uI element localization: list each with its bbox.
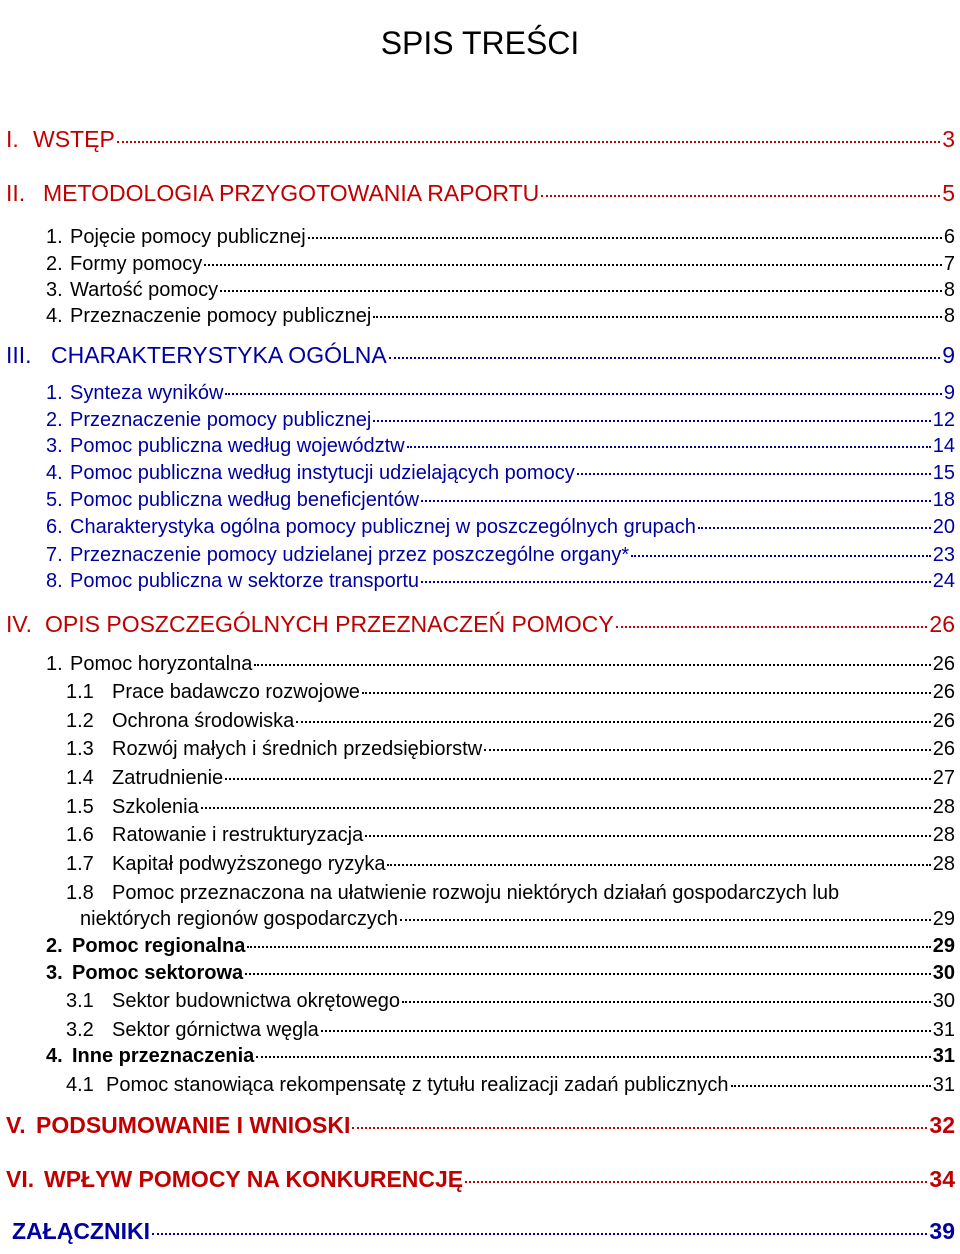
toc-entry-title: METODOLOGIA PRZYGOTOWANIA RAPORTU: [43, 180, 540, 206]
toc-entry-number: 4.1: [66, 1074, 94, 1096]
toc-entry[interactable]: [66, 1073, 955, 1097]
toc-entry-title: Sektor budownictwa okrętowego: [112, 990, 400, 1012]
toc-entry-number: 3.: [46, 279, 63, 301]
toc-entry-number: II.: [6, 180, 26, 206]
toc-entry-page: 26: [932, 653, 955, 675]
dot-leader: [421, 500, 931, 502]
dot-leader: [201, 807, 931, 809]
toc-entry-page: 39: [929, 1218, 955, 1244]
toc-entry-number: 1.5: [66, 796, 94, 818]
toc-entry[interactable]: [6, 1112, 955, 1140]
dot-leader: [631, 555, 931, 557]
dot-leader: [387, 864, 930, 866]
toc-entry-title: Inne przeznaczenia: [72, 1045, 255, 1067]
dot-leader: [389, 357, 940, 359]
toc-entry-number: 1.3: [66, 738, 94, 760]
toc-entry-title: Przeznaczenie pomocy udzielanej przez poszczególne organy*: [70, 544, 630, 566]
toc-entry-page: 27: [932, 767, 955, 789]
toc-entry-number: 3.1: [66, 990, 94, 1012]
toc-entry-number: I.: [6, 126, 19, 152]
dot-leader: [321, 1030, 931, 1032]
dot-leader: [400, 919, 931, 921]
document-title: SPIS TREŚCI: [380, 25, 580, 62]
toc-entry-number: 3.: [46, 435, 63, 457]
toc-entry-title: Pomoc regionalna: [72, 935, 246, 957]
toc-entry-page: 30: [932, 990, 955, 1012]
toc-entry-title: CHARAKTERYSTYKA OGÓLNA: [51, 342, 387, 368]
dot-leader: [402, 1001, 931, 1003]
toc-entry-title: Ochrona środowiska: [112, 710, 295, 732]
toc-entry-number: 6.: [46, 516, 63, 538]
dot-leader: [247, 946, 930, 948]
toc-entry-title: Pojęcie pomocy publicznej: [70, 226, 306, 248]
toc-entry[interactable]: [46, 252, 955, 276]
toc-entry-number: 1.: [46, 382, 63, 404]
toc-entry-title: Kapitał podwyższonego ryzyka: [112, 853, 386, 875]
toc-entry-number: 1.: [46, 653, 63, 675]
toc-entry-page: 31: [932, 1019, 955, 1041]
dot-leader: [296, 721, 930, 723]
toc-entry-page: 26: [929, 611, 955, 637]
toc-entry[interactable]: [66, 823, 955, 847]
dot-leader: [421, 581, 931, 583]
toc-entry[interactable]: [6, 342, 955, 370]
toc-entry-number: 1.8: [66, 882, 94, 904]
toc-entry-title: Synteza wyników: [70, 382, 224, 404]
toc-entry-number: 1.4: [66, 767, 94, 789]
toc-entry-title: Pomoc przeznaczona na ułatwienie rozwoju niektórych działań gospodarczych lub: [112, 882, 840, 904]
toc-entry[interactable]: [46, 543, 955, 567]
toc-entry-title: Prace badawczo rozwojowe: [112, 681, 360, 703]
toc-entry-page: 20: [932, 516, 955, 538]
toc-entry-number: 1.1: [66, 681, 94, 703]
toc-entry[interactable]: [46, 652, 955, 676]
dot-leader: [731, 1085, 931, 1087]
toc-entry-title: Sektor górnictwa węgla: [112, 1019, 319, 1041]
toc-entry-page: 28: [932, 796, 955, 818]
toc-entry-number: 2.: [46, 935, 63, 957]
toc-entry-number: 3.2: [66, 1019, 94, 1041]
toc-entry-title: Przeznaczenie pomocy publicznej: [70, 409, 372, 431]
toc-entry[interactable]: [46, 434, 955, 458]
toc-entry[interactable]: [66, 737, 955, 761]
toc-entry[interactable]: [12, 1218, 955, 1246]
toc-entry-page: 30: [932, 962, 955, 984]
toc-entry-title: Pomoc sektorowa: [72, 962, 244, 984]
dot-leader: [117, 141, 940, 143]
toc-entry[interactable]: [46, 569, 955, 593]
dot-leader: [225, 778, 931, 780]
toc-entry[interactable]: [46, 488, 955, 512]
toc-entry-number: 5.: [46, 489, 63, 511]
toc-entry[interactable]: [6, 126, 955, 154]
toc-entry-page: 18: [932, 489, 955, 511]
toc-entry-title: Pomoc publiczna w sektorze transportu: [70, 570, 420, 592]
toc-entry-title: Formy pomocy: [70, 253, 203, 275]
toc-entry-number: 4.: [46, 462, 63, 484]
dot-leader: [484, 749, 931, 751]
toc-entry-number: 1.7: [66, 853, 94, 875]
toc-entry-title: Rozwój małych i średnich przedsiębiorstw: [112, 738, 483, 760]
toc-entry[interactable]: [46, 381, 955, 405]
toc-entry-title: OPIS POSZCZEGÓLNYCH PRZEZNACZEŃ POMOCY: [45, 611, 614, 637]
toc-entry-number: VI.: [6, 1166, 35, 1192]
toc-entry-page: 31: [932, 1045, 955, 1067]
toc-entry-title: Pomoc horyzontalna: [70, 653, 253, 675]
dot-leader: [407, 446, 931, 448]
toc-entry-number: IV.: [6, 611, 33, 637]
toc-entry-title: Wartość pomocy: [70, 279, 219, 301]
toc-entry[interactable]: [66, 989, 955, 1013]
toc-entry-number: V.: [6, 1112, 26, 1138]
toc-entry[interactable]: [66, 766, 955, 790]
toc-entry-number: 1.2: [66, 710, 94, 732]
toc-entry-page: 32: [929, 1112, 955, 1138]
toc-entry-title: WPŁYW POMOCY NA KONKURENCJĘ: [44, 1166, 464, 1192]
toc-entry-title: Zatrudnienie: [112, 767, 224, 789]
toc-entry-page: 9: [942, 342, 955, 368]
toc-entry-page: 28: [932, 853, 955, 875]
toc-entry-number: 8.: [46, 570, 63, 592]
toc-entry[interactable]: [66, 795, 955, 819]
toc-entry-title: Ratowanie i restrukturyzacja: [112, 824, 364, 846]
toc-entry-page: 29: [932, 908, 955, 930]
toc-entry-page: 3: [942, 126, 955, 152]
toc-entry-page: 8: [943, 279, 955, 301]
toc-entry[interactable]: [46, 225, 955, 249]
toc-entry[interactable]: [6, 180, 955, 208]
dot-leader: [352, 1127, 927, 1129]
toc-entry[interactable]: [46, 961, 955, 985]
toc-entry-page: 12: [932, 409, 955, 431]
toc-entry-title: Przeznaczenie pomocy publicznej: [70, 305, 372, 327]
toc-entry-page: 26: [932, 681, 955, 703]
toc-entry-title: WSTĘP: [33, 126, 115, 152]
toc-entry-number: 4.: [46, 305, 63, 327]
toc-entry[interactable]: [46, 461, 955, 485]
toc-entry-title: Pomoc publiczna według beneficjentów: [70, 489, 420, 511]
toc-entry[interactable]: [46, 1044, 955, 1068]
toc-entry-title: PODSUMOWANIE I WNIOSKI: [36, 1112, 351, 1138]
dot-leader: [256, 1056, 930, 1058]
toc-entry-number: 1.6: [66, 824, 94, 846]
toc-entry-page: 28: [932, 824, 955, 846]
toc-entry-continuation[interactable]: [80, 907, 955, 931]
dot-leader: [152, 1233, 927, 1235]
toc-entry[interactable]: [6, 611, 955, 639]
toc-entry[interactable]: [46, 278, 955, 302]
toc-entry-number: 3.: [46, 962, 63, 984]
dot-leader: [373, 420, 930, 422]
dot-leader: [465, 1181, 927, 1183]
toc-entry-title: niektórych regionów gospodarczych: [80, 908, 398, 930]
dot-leader: [698, 527, 931, 529]
dot-leader: [373, 316, 942, 318]
dot-leader: [308, 237, 942, 239]
toc-entry-page: 5: [942, 180, 955, 206]
toc-entry-page: 31: [932, 1074, 955, 1096]
toc-entry-page: 7: [943, 253, 955, 275]
toc-entry[interactable]: [6, 1166, 955, 1194]
toc-entry-page: 29: [932, 935, 955, 957]
dot-leader: [220, 290, 942, 292]
toc-entry-page: 34: [929, 1166, 955, 1192]
dot-leader: [577, 473, 931, 475]
toc-entry-title: Pomoc publiczna według województw: [70, 435, 405, 457]
toc-entry-number: 2.: [46, 253, 63, 275]
toc-entry-page: 26: [932, 710, 955, 732]
toc-entry-number: 4.: [46, 1045, 63, 1067]
dot-leader: [365, 835, 931, 837]
toc-entry-page: 14: [932, 435, 955, 457]
dot-leader: [225, 393, 941, 395]
toc-entry-page: 8: [943, 305, 955, 327]
toc-entry-page: 23: [932, 544, 955, 566]
dot-leader: [362, 692, 931, 694]
toc-entry[interactable]: [66, 709, 955, 733]
toc-entry-title: Pomoc stanowiąca rekompensatę z tytułu realizacji zadań publicznych: [106, 1074, 729, 1096]
toc-entry-title: Pomoc publiczna według instytucji udzielających pomocy: [70, 462, 575, 484]
toc-entry[interactable]: [66, 1018, 955, 1042]
dot-leader: [254, 664, 930, 666]
dot-leader: [616, 626, 928, 628]
toc-entry-page: 9: [943, 382, 955, 404]
toc-entry-page: 6: [943, 226, 955, 248]
toc-entry-number: 7.: [46, 544, 63, 566]
toc-entry[interactable]: [66, 881, 955, 905]
toc-entry[interactable]: [46, 304, 955, 328]
toc-entry[interactable]: [46, 515, 955, 539]
toc-entry-number: III.: [6, 342, 32, 368]
toc-entry-number: 1.: [46, 226, 63, 248]
dot-leader: [541, 195, 940, 197]
toc-entry[interactable]: [46, 934, 955, 958]
dot-leader: [204, 264, 942, 266]
dot-leader: [245, 973, 931, 975]
toc-entry-number: 2.: [46, 409, 63, 431]
toc-entry[interactable]: [46, 408, 955, 432]
toc-entry-page: 24: [932, 570, 955, 592]
toc-entry-title: ZAŁĄCZNIKI: [12, 1218, 150, 1244]
toc-entry-title: Charakterystyka ogólna pomocy publicznej w poszczególnych grupach: [70, 516, 696, 538]
toc-entry-page: 15: [932, 462, 955, 484]
toc-entry-title: Szkolenia: [112, 796, 199, 818]
toc-entry-page: 26: [932, 738, 955, 760]
toc-entry[interactable]: [66, 852, 955, 876]
toc-entry[interactable]: [66, 680, 955, 704]
